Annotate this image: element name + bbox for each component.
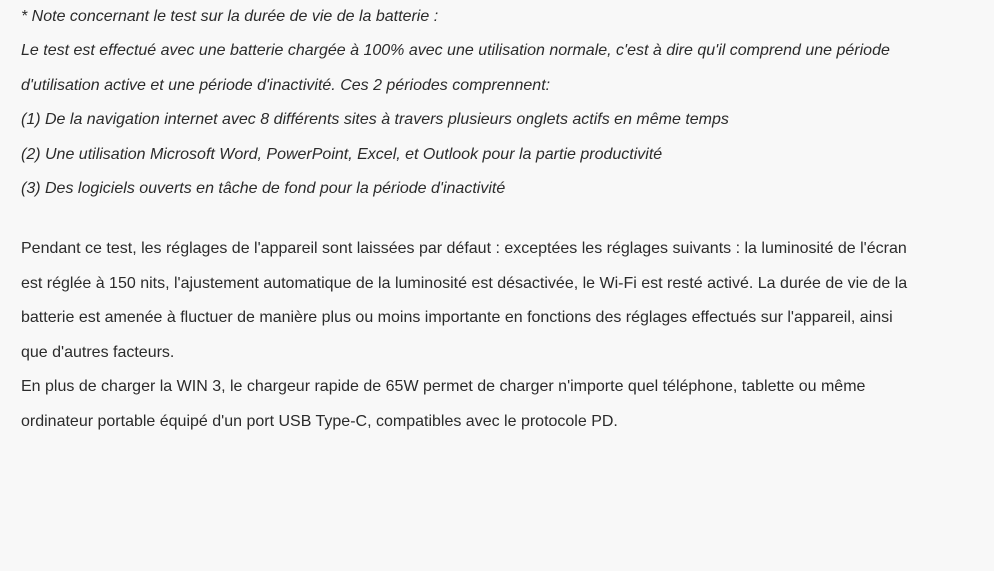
note-line: (3) Des logiciels ouverts en tâche de fond pour la période d'inactivité xyxy=(21,180,506,198)
note-heading: * Note concernant le test sur la durée de vie de la batterie : xyxy=(21,8,439,25)
note-line: Le test est effectué avec une batterie chargée à 100% avec une utilisation normale, c'est à dire qu'il comprend une période xyxy=(21,42,890,59)
note-line: (2) Une utilisation Microsoft Word, PowerPoint, Excel, et Outlook pour la partie productivité xyxy=(21,145,663,163)
paragraph-line: En plus de charger la WIN 3, le chargeur rapide de 65W permet de charger n'importe quel téléphone, tablette ou même xyxy=(21,378,866,396)
body-text xyxy=(21,232,976,440)
note-line: (1) De la navigation internet avec 8 différents sites à travers plusieurs onglets actifs en même temps xyxy=(21,111,729,129)
charger-paragraph xyxy=(21,370,976,439)
test-settings-paragraph xyxy=(21,232,976,370)
paragraph-line: Pendant ce test, les réglages de l'appareil sont laissées par défaut : exceptées les réglages suivants : la luminosité de l'écran xyxy=(21,240,907,257)
paragraph-line: que d'autres facteurs. xyxy=(21,343,175,361)
note-line: d'utilisation active et une période d'inactivité. Ces 2 périodes comprennent: xyxy=(21,76,551,94)
paragraph-line: est réglée à 150 nits, l'ajustement automatique de la luminosité est désactivée, le Wi-Fi est resté activé. La durée de vie de la xyxy=(21,274,908,292)
paragraph-line: ordinateur portable équipé d'un port USB Type-C, compatibles avec le protocole PD. xyxy=(21,412,618,430)
paragraph-line: batterie est amenée à fluctuer de manière plus ou moins importante en fonctions des réglages effectués sur l'appareil, ainsi xyxy=(21,309,893,327)
battery-test-note xyxy=(21,0,976,207)
